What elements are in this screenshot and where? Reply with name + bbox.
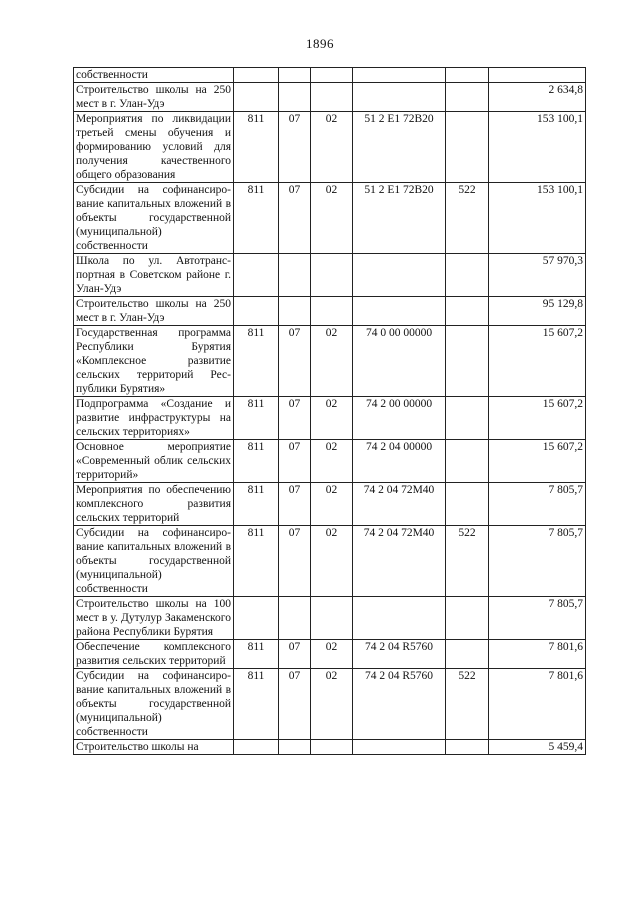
line-item-name: Субсидии на софинансирование капитальных вложений в объекты государственной (муниципальной) собственности (74, 183, 234, 254)
ministry-code (234, 297, 279, 326)
subsection-code: 02 (311, 326, 353, 397)
table-row (74, 297, 586, 326)
target-article-code (353, 297, 446, 326)
line-item-name: Строительство школы на (74, 740, 234, 755)
line-item-name: Обеспечение комплексного развития сельских территорий (74, 640, 234, 669)
subsection-code (311, 740, 353, 755)
table-row (74, 483, 586, 526)
table-row (74, 397, 586, 440)
target-article-code: 51 2 E1 72B20 (353, 183, 446, 254)
subsection-code (311, 68, 353, 83)
expense-type-code (446, 397, 489, 440)
line-item-name: Государственная программа Республики Бурятия «Комплексное развитие сельских территорий Республики Бурятия» (74, 326, 234, 397)
section-code (279, 83, 311, 112)
ministry-code (234, 68, 279, 83)
expense-type-code: 522 (446, 669, 489, 740)
line-item-name: Субсидии на софинансирование капитальных вложений в объекты государственной (муниципальной) собственности (74, 669, 234, 740)
target-article-code: 74 2 04 00000 (353, 440, 446, 483)
ministry-code (234, 83, 279, 112)
amount (489, 68, 586, 83)
target-article-code: 74 0 00 00000 (353, 326, 446, 397)
ministry-code: 811 (234, 526, 279, 597)
section-code: 07 (279, 640, 311, 669)
section-code: 07 (279, 183, 311, 254)
table-row (74, 597, 586, 640)
section-code: 07 (279, 483, 311, 526)
expense-type-code (446, 297, 489, 326)
subsection-code (311, 597, 353, 640)
target-article-code: 74 2 04 72M40 (353, 526, 446, 597)
amount: 5 459,4 (489, 740, 586, 755)
target-article-code: 74 2 04 R5760 (353, 669, 446, 740)
section-code: 07 (279, 440, 311, 483)
table-row (74, 440, 586, 483)
section-code: 07 (279, 397, 311, 440)
line-item-name: Мероприятия по обеспечению комплексного развития сельских территорий (74, 483, 234, 526)
line-item-name: Мероприятия по ликвидации третьей смены обучения и формированию условий для получения качественного общего образования (74, 112, 234, 183)
target-article-code: 51 2 E1 72B20 (353, 112, 446, 183)
target-article-code (353, 254, 446, 297)
table-row (74, 254, 586, 297)
subsection-code: 02 (311, 397, 353, 440)
table-row (74, 112, 586, 183)
amount: 7 805,7 (489, 597, 586, 640)
target-article-code: 74 2 04 72M40 (353, 483, 446, 526)
line-item-name: Основное мероприятие «Современный облик сельских территорий» (74, 440, 234, 483)
section-code (279, 254, 311, 297)
subsection-code (311, 83, 353, 112)
ministry-code (234, 254, 279, 297)
ministry-code: 811 (234, 440, 279, 483)
amount: 15 607,2 (489, 440, 586, 483)
budget-table (73, 67, 586, 755)
amount: 95 129,8 (489, 297, 586, 326)
table-row (74, 183, 586, 254)
expense-type-code (446, 597, 489, 640)
section-code: 07 (279, 112, 311, 183)
target-article-code (353, 68, 446, 83)
ministry-code: 811 (234, 183, 279, 254)
amount: 2 634,8 (489, 83, 586, 112)
amount: 7 805,7 (489, 526, 586, 597)
line-item-name: Строительство школы на 250 мест в г. Улан-Удэ (74, 83, 234, 112)
amount: 15 607,2 (489, 397, 586, 440)
ministry-code (234, 740, 279, 755)
subsection-code: 02 (311, 183, 353, 254)
amount: 7 801,6 (489, 669, 586, 740)
expense-type-code: 522 (446, 183, 489, 254)
target-article-code (353, 740, 446, 755)
line-item-name: Школа по ул. Автотранспортная в Советском районе г. Улан-Удэ (74, 254, 234, 297)
target-article-code: 74 2 04 R5760 (353, 640, 446, 669)
section-code (279, 68, 311, 83)
amount: 153 100,1 (489, 183, 586, 254)
expense-type-code (446, 254, 489, 297)
subsection-code: 02 (311, 112, 353, 183)
line-item-name: Подпрограмма «Создание и развитие инфраструктуры на сельских территориях» (74, 397, 234, 440)
section-code: 07 (279, 669, 311, 740)
amount: 153 100,1 (489, 112, 586, 183)
expense-type-code (446, 83, 489, 112)
target-article-code: 74 2 00 00000 (353, 397, 446, 440)
subsection-code: 02 (311, 669, 353, 740)
table-row (74, 740, 586, 755)
line-item-name: Строительство школы на 250 мест в г. Улан-Удэ (74, 297, 234, 326)
section-code: 07 (279, 526, 311, 597)
expense-type-code (446, 326, 489, 397)
ministry-code: 811 (234, 326, 279, 397)
subsection-code (311, 254, 353, 297)
expense-type-code (446, 483, 489, 526)
ministry-code: 811 (234, 112, 279, 183)
ministry-code: 811 (234, 397, 279, 440)
ministry-code (234, 597, 279, 640)
line-item-name: Строительство школы на 100 мест в у. Дутулур Закаменского района Республики Бурятия (74, 597, 234, 640)
expense-type-code (446, 68, 489, 83)
expense-type-code (446, 440, 489, 483)
expense-type-code (446, 740, 489, 755)
subsection-code (311, 297, 353, 326)
ministry-code: 811 (234, 483, 279, 526)
subsection-code: 02 (311, 440, 353, 483)
ministry-code: 811 (234, 669, 279, 740)
amount: 15 607,2 (489, 326, 586, 397)
expense-type-code (446, 112, 489, 183)
expense-type-code (446, 640, 489, 669)
expense-type-code: 522 (446, 526, 489, 597)
section-code (279, 297, 311, 326)
amount: 7 801,6 (489, 640, 586, 669)
target-article-code (353, 83, 446, 112)
line-item-name: собственности (74, 68, 234, 83)
line-item-name: Субсидии на софинансирование капитальных вложений в объекты государственной (муниципальной) собственности (74, 526, 234, 597)
subsection-code: 02 (311, 640, 353, 669)
table-row (74, 68, 586, 83)
table-row (74, 669, 586, 740)
table-row (74, 83, 586, 112)
ministry-code: 811 (234, 640, 279, 669)
amount: 7 805,7 (489, 483, 586, 526)
section-code (279, 740, 311, 755)
amount: 57 970,3 (489, 254, 586, 297)
table-row (74, 326, 586, 397)
subsection-code: 02 (311, 526, 353, 597)
section-code (279, 597, 311, 640)
target-article-code (353, 597, 446, 640)
page-number: 1896 (306, 36, 334, 51)
section-code: 07 (279, 326, 311, 397)
table-row (74, 640, 586, 669)
table-row (74, 526, 586, 597)
subsection-code: 02 (311, 483, 353, 526)
table-body (74, 68, 586, 755)
